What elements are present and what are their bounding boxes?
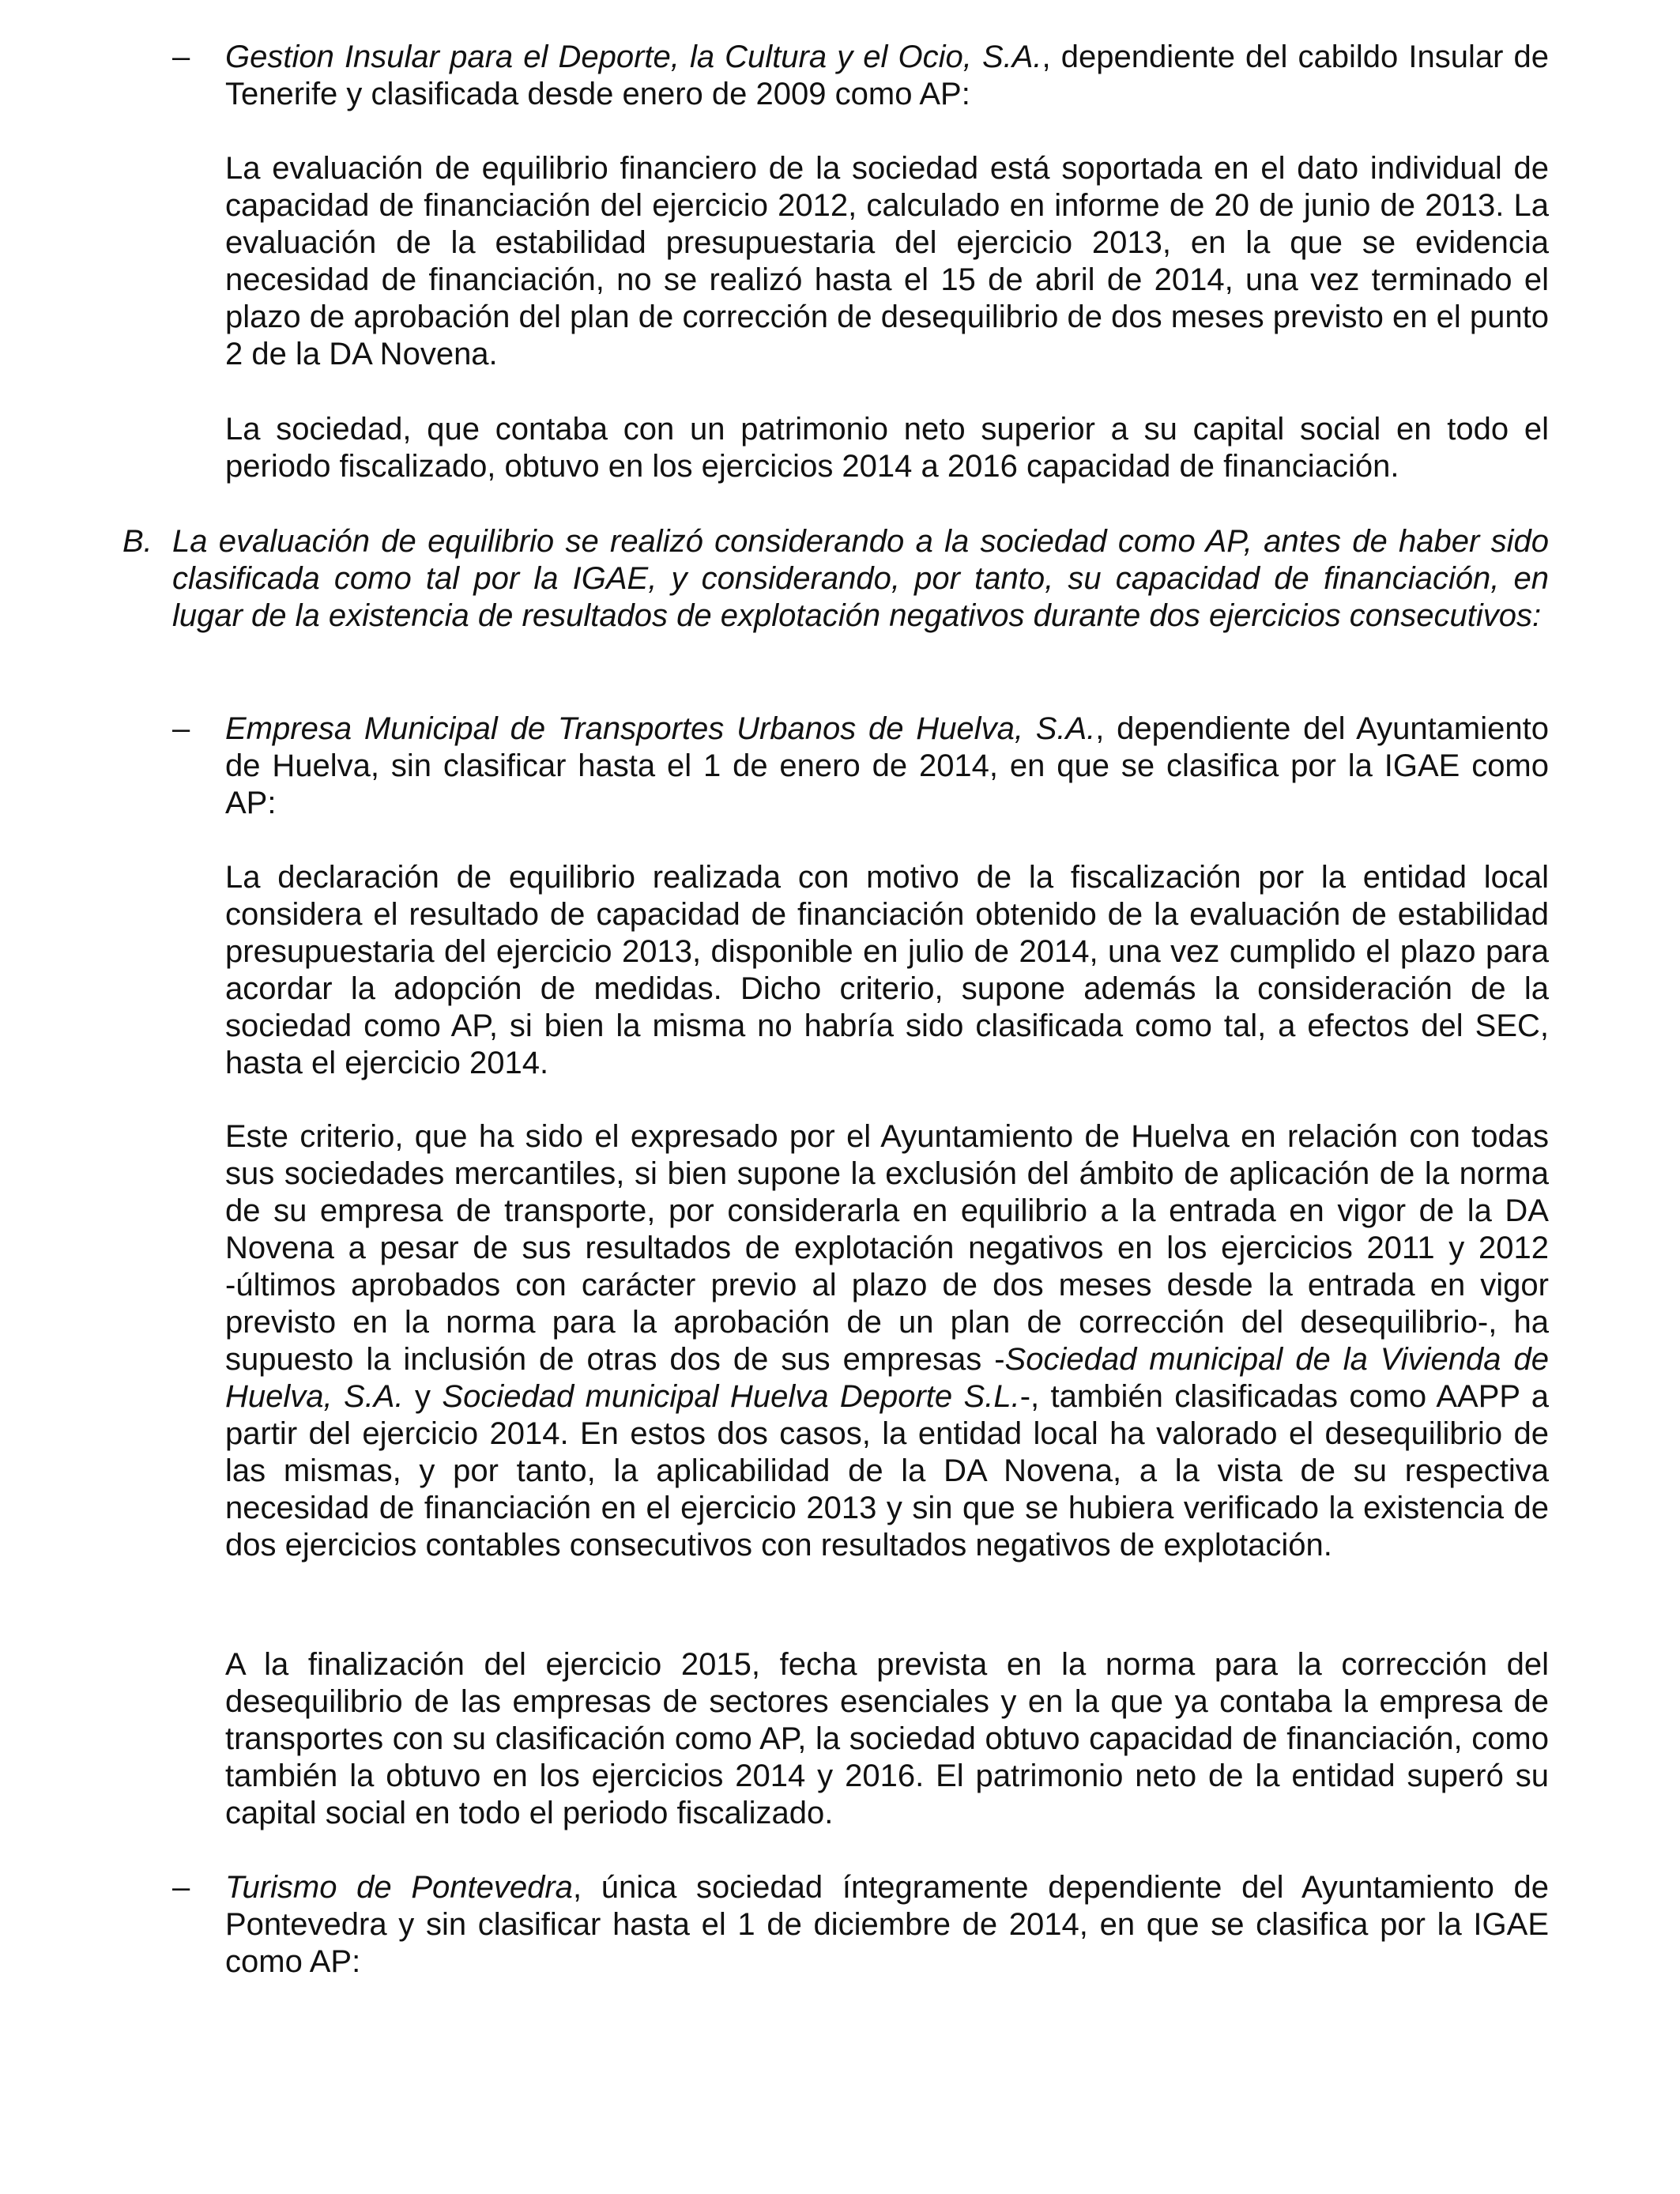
section-heading: La evaluación de equilibrio se realizó considerando a la sociedad como AP, antes de haber sido clasificada como tal por la IGAE, y considerando, por tanto, su capacidad de financiación, en lugar de la existencia de resultados de explotación negativos durante dos ejercicios consecutivos: bbox=[172, 524, 1549, 633]
bullet-dash: – bbox=[172, 1870, 190, 1905]
item-text: , única sociedad íntegramente dependiente del Ayuntamiento de Pontevedra y sin clasificar hasta el 1 de diciembre de 2014, en que se clasifica por la IGAE como AP: bbox=[225, 1870, 1549, 1979]
list-item-empresa-transportes bbox=[225, 711, 1549, 822]
paragraph: La evaluación de equilibrio financiero de la sociedad está soportada en el dato individual de capacidad de financiación del ejercicio 2012, calculado en informe de 20 de junio de 2013. La evaluación de la estabilidad presupuestaria del ejercicio 2013, en la que se evidencia necesidad de financiación, no se realizó hasta el 15 de abril de 2014, una vez terminado el plazo de aprobación del plan de corrección de desequilibrio de dos meses previsto en el punto 2 de la DA Novena. bbox=[225, 151, 1549, 371]
paragraph: La declaración de equilibrio realizada con motivo de la fiscalización por la entidad local considera el resultado de capacidad de financiación obtenido de la evaluación de estabilidad presupuestaria del ejercicio 2013, disponible en julio de 2014, una vez cumplido el plazo para acordar la adopción de medidas. Dicho criterio, supone además la consideración de la sociedad como AP, si bien la misma no habría sido clasificada como tal, a efectos del SEC, hasta el ejercicio 2014. bbox=[225, 860, 1549, 1080]
entity-name: Turismo de Pontevedra bbox=[225, 1870, 573, 1905]
entity-name: Sociedad municipal Huelva Deporte S.L. bbox=[442, 1379, 1020, 1414]
paragraph-text: Este criterio, que ha sido el expresado por el Ayuntamiento de Huelva en relación con todas sus sociedades mercantiles, si bien supone la exclusión del ámbito de aplicación de la norma de su empresa de transporte, por considerarla en equilibrio a la entrada en vigor de la DA Novena a pesar de sus resultados de explotación negativos en los ejercicios 2011 y 2012 -últimos aprobados con carácter previo al plazo de dos meses desde la entrada en vigor previsto en la norma para la aprobación de un plan de corrección del desequilibrio-, ha supuesto la inclusión de otras dos de sus empresas - bbox=[225, 1119, 1549, 1377]
list-item-turismo-pontevedra bbox=[225, 1869, 1549, 1981]
item-text: , dependiente del Ayuntamiento de Huelva, sin clasificar hasta el 1 de enero de 2014, en que se clasifica por la IGAE como AP: bbox=[225, 711, 1549, 820]
list-item-gestion-insular bbox=[225, 39, 1549, 113]
paragraph-text: y bbox=[403, 1379, 443, 1414]
paragraph: La sociedad, que contaba con un patrimonio neto superior a su capital social en todo el periodo fiscalizado, obtuvo en los ejercicios 2014 a 2016 capacidad de financiación. bbox=[225, 412, 1549, 484]
entity-name: Sociedad municipal de la Vivienda de Huelva, S.A. bbox=[225, 1342, 1549, 1414]
paragraph: A la finalización del ejercicio 2015, fecha prevista en la norma para la corrección del desequilibrio de las empresas de sectores esenciales y en la que ya contaba la empresa de transportes con su clasificación como AP, la sociedad obtuvo capacidad de financiación, como también la obtuvo en los ejercicios 2014 y 2016. El patrimonio neto de la entidad superó su capital social en todo el periodo fiscalizado. bbox=[225, 1647, 1549, 1830]
bullet-dash: – bbox=[172, 40, 190, 74]
paragraph-text: -, también clasificadas como AAPP a partir del ejercicio 2014. En estos dos casos, la entidad local ha valorado el desequilibrio de las mismas, y por tanto, la aplicabilidad de la DA Novena, a la vista de su respectiva necesidad de financiación en el ejercicio 2013 y sin que se hubiera verificado la existencia de dos ejercicios contables consecutivos con resultados negativos de explotación. bbox=[225, 1379, 1549, 1563]
section-letter: B. bbox=[122, 524, 153, 559]
entity-name: Empresa Municipal de Transportes Urbanos de Huelva, S.A. bbox=[225, 711, 1096, 746]
paragraph bbox=[225, 1118, 1549, 1564]
bullet-dash: – bbox=[172, 711, 190, 746]
item-text: , dependiente del cabildo Insular de Tenerife y clasificada desde enero de 2009 como AP: bbox=[225, 40, 1549, 111]
entity-name: Gestion Insular para el Deporte, la Cultura y el Ocio, S.A. bbox=[225, 40, 1042, 74]
